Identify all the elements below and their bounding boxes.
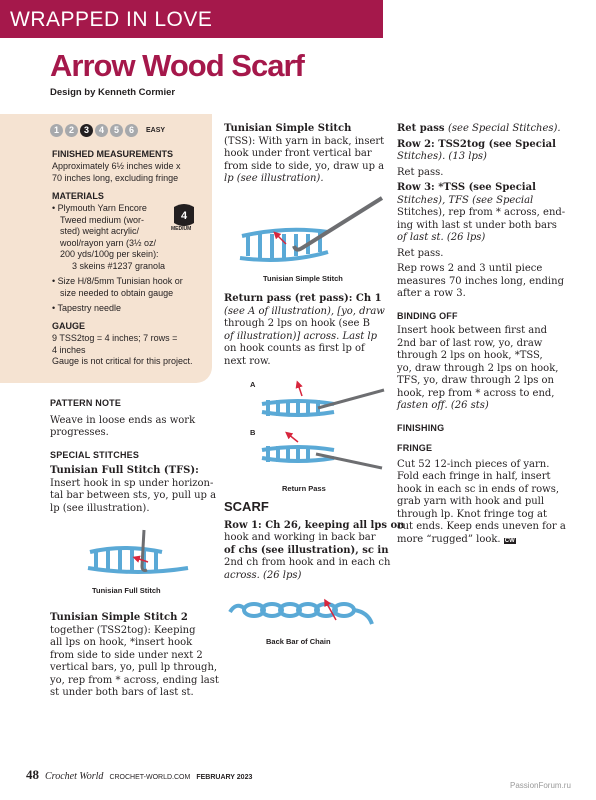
yarn-weight-number: 4 <box>180 210 188 222</box>
fringe-line: more “rugged” look. CW <box>397 533 515 545</box>
gauge-line: 9 TSS2tog = 4 inches; 7 rows = <box>52 333 178 343</box>
column-1 <box>50 397 216 515</box>
finished-heading: FINISHED MEASUREMENTS <box>52 149 174 159</box>
return-pass-caption: Return Pass <box>282 484 326 493</box>
page-footer <box>26 767 252 783</box>
gauge-heading: GAUGE <box>52 321 86 331</box>
binding-line: Insert hook between first and <box>397 325 548 336</box>
gauge-line: 4 inches <box>52 344 86 355</box>
issue-date: FEBRUARY 2023 <box>196 774 253 781</box>
instr-line: Row 3: *TSS (see Special <box>397 182 536 193</box>
magazine-name: Crochet World <box>45 771 104 782</box>
instr-line: Ret pass. <box>397 166 444 178</box>
instr-line: Ret pass (see Special Stitches). <box>397 123 561 134</box>
ret-line: on hook counts as first lp of <box>224 343 365 354</box>
materials-heading: MATERIALS <box>52 191 104 201</box>
fringe-line: cut ends. Keep ends uneven for a <box>397 521 566 532</box>
instr-line: Stitches), rep from * across, end- <box>397 207 566 218</box>
skill-level-indicator <box>50 124 138 137</box>
yarn-weight-label: MEDIUM <box>171 226 192 232</box>
instr-line: of last st. (26 lps) <box>397 232 486 243</box>
ret-line: next row. <box>224 355 271 367</box>
instr-line: measures 70 inches long, ending <box>397 275 564 287</box>
tss2tog-line: Tunisian Simple Stitch 2 <box>50 612 188 623</box>
instr-line: after a row 3. <box>397 288 466 299</box>
finished-line: 70 inches long, excluding fringe <box>52 172 179 183</box>
tss2tog-line: from side to side under next 2 <box>50 649 203 661</box>
materials-line: • Plymouth Yarn Encore <box>52 203 147 213</box>
row1-line: 2nd ch from hook and in each ch <box>224 557 391 568</box>
materials-line: • Size H/8/5mm Tunisian hook or <box>52 276 183 286</box>
fringe-line: Cut 52 12-inch pieces of yarn. <box>397 458 550 470</box>
page-number: 48 <box>26 767 39 782</box>
return-pass-illustration <box>258 378 388 478</box>
special-stitches-heading: SPECIAL STITCHES <box>50 449 140 460</box>
tss2tog-line: st under both bars of last st. <box>50 687 194 698</box>
chain-caption: Back Bar of Chain <box>266 637 331 646</box>
instr-line: Rep rows 2 and 3 until piece <box>397 263 543 274</box>
instr-line: Ret pass. <box>397 247 444 259</box>
tss-line: lp (see illustration). <box>224 173 324 184</box>
tss-illustration <box>236 196 386 272</box>
binding-line: TFS, yo, draw through 2 lps on <box>397 375 555 386</box>
skill-dot: 2 <box>65 124 78 137</box>
tfs-line: lp (see illustration). <box>50 502 150 514</box>
tss-line: Tunisian Simple Stitch <box>224 123 352 134</box>
instr-line: Stitches). (13 lps) <box>397 151 487 162</box>
skill-dot-selected: 3 <box>80 124 93 137</box>
section-label: WRAPPED IN LOVE <box>10 8 213 31</box>
binding-line: fasten off. (26 sts) <box>397 400 489 411</box>
watermark: PassionForum.ru <box>510 781 571 790</box>
materials-line: 200 yds/100g per skein): <box>60 249 159 259</box>
tss-line: hook under front vertical bar <box>224 148 372 159</box>
materials-line: 3 skeins #1237 granola <box>72 260 166 271</box>
fringe-line: through lp. Knot fringe tog at <box>397 508 548 520</box>
finishing-heading: FINISHING <box>397 422 445 433</box>
tss2tog-line: together (TSS2tog): Keeping <box>50 624 196 636</box>
row1-line: across. (26 lps) <box>224 569 302 581</box>
gauge-line: Gauge is not critical for this project. <box>52 356 193 366</box>
fringe-heading: FRINGE <box>397 443 433 453</box>
materials-line: sted) weight acrylic/ <box>60 226 140 236</box>
ret-line: of illustration)] across. Last lp <box>224 330 378 342</box>
materials-line: • Tapestry needle <box>52 303 122 313</box>
scarf-heading: SCARF <box>224 499 269 514</box>
tss-block <box>224 123 384 186</box>
page-title: Arrow Wood Scarf <box>50 48 304 83</box>
tss2tog-line: vertical bars, yo, pull lp through, <box>50 662 218 673</box>
fringe-line: Fold each fringe in half, insert <box>397 471 551 482</box>
tss-line: (TSS): With yarn in back, insert <box>224 135 385 147</box>
tfs-line: tal bar between sts, yo, pull up a <box>50 490 217 501</box>
materials-line: wool/rayon yarn (3½ oz/ <box>60 237 157 248</box>
binding-off-heading: BINDING OFF <box>397 310 458 321</box>
row1-line: hook and working in back bar <box>224 532 376 543</box>
instr-line: Stitches), TFS (see Special <box>397 194 534 206</box>
pattern-note-line: progresses. <box>50 427 109 438</box>
fringe-line: grab yarn with hook and pull <box>397 496 545 507</box>
designer-credit: Design by Kenneth Cormier <box>50 87 176 98</box>
column-3 <box>397 123 566 547</box>
scarf-block <box>224 501 404 582</box>
instr-line: ing with last st under both bars <box>397 219 557 231</box>
skill-label: EASY <box>146 127 166 134</box>
ret-line: through 2 lps on hook (see B <box>224 318 370 329</box>
skill-dot: 1 <box>50 124 63 137</box>
skill-dot: 6 <box>125 124 138 137</box>
magazine-site: CROCHET-WORLD.COM <box>109 774 191 781</box>
row1-line: of chs (see illustration), sc in <box>224 544 389 556</box>
tss-line: from side to side, yo, draw up a <box>224 160 385 172</box>
binding-line: yo, draw through 2 lps on hook, <box>397 362 559 374</box>
skill-dot: 4 <box>95 124 108 137</box>
chain-illustration <box>226 590 376 630</box>
binding-line: through 2 lps on hook, *TSS, <box>397 350 543 361</box>
pattern-note-line: Weave in loose ends as work <box>50 414 196 426</box>
instr-line: Row 2: TSS2tog (see Special <box>397 138 556 150</box>
ret-line: (see A of illustration), [yo, draw <box>224 305 385 317</box>
row1-line: Row 1: Ch 26, keeping all lps on <box>224 519 405 531</box>
materials-line: Tweed medium (wor- <box>60 214 145 225</box>
fringe-line: hook in each sc in ends of rows, <box>397 483 560 495</box>
tss2tog-line: all lps on hook, *insert hook <box>50 637 193 648</box>
tfs-illustration <box>84 528 192 580</box>
tfs-line: Tunisian Full Stitch (TFS): <box>50 465 199 476</box>
pattern-note-heading: PATTERN NOTE <box>50 398 122 408</box>
materials-line: size needed to obtain gauge <box>60 287 174 298</box>
tss2tog-block <box>50 612 219 700</box>
skill-dot: 5 <box>110 124 123 137</box>
tfs-line: Insert hook in sp under horizon- <box>50 477 214 489</box>
tss-caption: Tunisian Simple Stitch <box>263 274 343 283</box>
finished-line: Approximately 6½ inches wide x <box>52 161 181 171</box>
return-pass-block <box>224 293 385 368</box>
end-mark-icon: CW <box>504 537 515 544</box>
section-banner <box>0 0 383 38</box>
tss2tog-line: yo, rep from * across, ending last <box>50 674 219 686</box>
label-b: B <box>250 428 256 437</box>
tfs-caption: Tunisian Full Stitch <box>92 586 161 595</box>
label-a: A <box>250 380 256 389</box>
ret-line: Return pass (ret pass): Ch 1 <box>224 293 382 304</box>
binding-line: 2nd bar of last row, yo, draw <box>397 337 543 349</box>
binding-line: hook, rep from * across to end, <box>397 387 555 399</box>
